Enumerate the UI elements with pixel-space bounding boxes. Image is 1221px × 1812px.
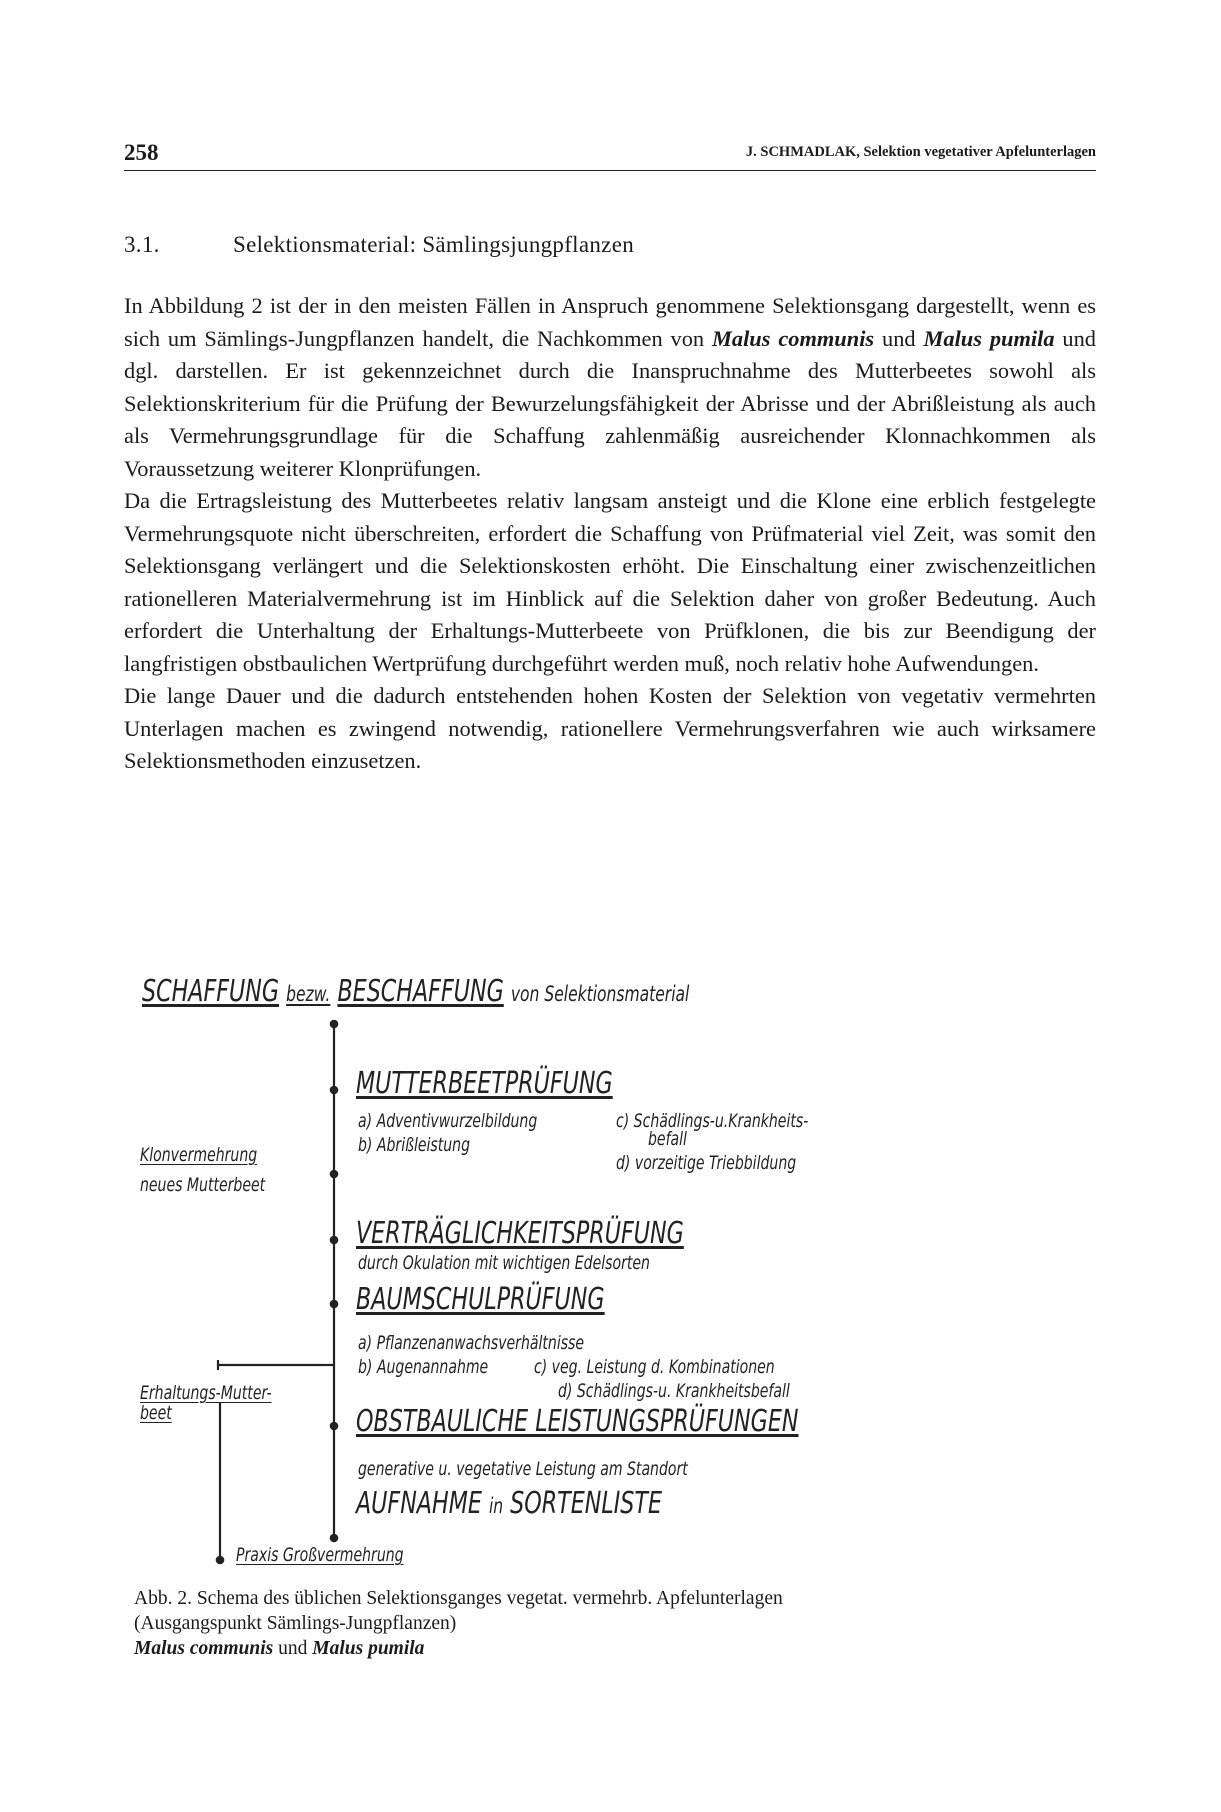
species-name: Malus pumila [923, 325, 1055, 351]
flow-node [331, 1021, 337, 1027]
caption-line-3 [134, 1636, 1094, 1661]
side-label-beet: beet [140, 1402, 172, 1424]
section-title: Selektionsmaterial: Sämlingsjungpflanzen [233, 232, 635, 257]
page-header [124, 140, 1096, 171]
step-mutterbeet-b: b) Abrißleistung [358, 1134, 471, 1156]
step-baumschul-c: c) veg. Leistung d. Kombinationen [534, 1356, 775, 1378]
caption-line-1: Abb. 2. Schema des üblichen Selektionsganges vegetat. vermehrb. Apfelunterlagen [134, 1588, 783, 1609]
praxis-label: Praxis Großvermehrung [236, 1544, 404, 1566]
step-vertraeglichkeit-desc: durch Okulation mit wichtigen Edelsorten [358, 1252, 650, 1274]
selection-scheme-diagram [120, 962, 1100, 1582]
paragraph-1-text-b: und [874, 325, 924, 351]
step-baumschul-d: d) Schädlings-u. Krankheitsbefall [558, 1380, 790, 1402]
paragraph-1 [124, 290, 1096, 485]
flow-node [331, 1535, 337, 1541]
species-name: Malus pumila [312, 1638, 425, 1659]
paragraph-2: Da die Ertragsleistung des Mutterbeetes relativ langsam ansteigt und die Klone eine erblich festgelegte Vermehrungsquote nicht überschreiten, erfordert die Schaffung von Prüfmaterial viel Zeit, was somit den Selektionsgang verlängert und die Selektionskosten erhöht. Die Einschaltung einer zwischenzeitlichen rationelleren Materialvermehrung ist im Hinblick auf die Selektion daher von großer Bedeutung. Auch erfordert die Unterhaltung der Erhaltungs-Mutterbeete von Prüfklonen, die bis zur Beendigung der langfristigen obstbaulichen Wertprüfung durchgeführt werden muß, noch relativ hohe Aufwendungen. [124, 488, 1096, 676]
step-baumschul-title: BAUMSCHULPRÜFUNG [356, 1282, 605, 1317]
flow-node [331, 1423, 337, 1429]
section-number: 3.1. [124, 232, 160, 257]
step-sortenliste [356, 1486, 662, 1521]
side-label-erhaltungs-mutter: Erhaltungs-Mutter- [140, 1382, 272, 1404]
running-head: J. SCHMADLAK, Selektion vegetativer Apfelunterlagen [745, 144, 1096, 160]
diagram-title-b: bezw. [286, 982, 331, 1006]
step-mutterbeet-c-cont: befall [648, 1128, 687, 1150]
paragraph-1-text-c: und dgl. darstellen. Er ist gekennzeichnet durch die Inanspruchnahme des Mutterbeetes sowohl als Selektionskriterium für die Prüfung der Bewurzelungsfähigkeit der Abrisse und der Abrißleistung als auch als Vermehrungsgrundlage für die Schaffung zahlenmäßig ausreichender Klonnachkommen als Voraussetzung weiterer Klonprüfungen. [124, 325, 1096, 481]
page-number: 258 [124, 140, 159, 165]
step-obstbau-title: OBSTBAULICHE LEISTUNGSPRÜFUNGEN [356, 1404, 799, 1439]
paragraph-1-text-a: In Abbildung 2 ist der in den meisten Fällen in Anspruch genommene Selektionsgang dargestellt, wenn es sich um Sämlings-Jungpflanzen handelt, die Nachkommen von [124, 293, 1096, 351]
diagram-title-a: SCHAFFUNG [142, 974, 280, 1009]
figure-caption [134, 1586, 1094, 1661]
step-mutterbeet-c: c) Schädlings-u.Krankheits- [616, 1110, 809, 1132]
step-mutterbeet-a: a) Adventivwurzelbildung [358, 1110, 538, 1132]
body-text [124, 290, 1096, 778]
flow-node [331, 1171, 337, 1177]
flow-node [331, 1087, 337, 1093]
section-heading [124, 232, 634, 258]
side-label-klonvermehrung: Klonvermehrung [140, 1144, 258, 1166]
flow-node [331, 1237, 337, 1243]
diagram-title-c: BESCHAFFUNG [337, 974, 504, 1009]
step-vertraeglichkeit-title: VERTRÄGLICHKEITSPRÜFUNG [356, 1216, 684, 1251]
diagram-title [142, 974, 689, 1009]
side-label-neues-mutterbeet: neues Mutterbeet [140, 1174, 266, 1196]
flow-node [331, 1301, 337, 1307]
diagram-title-d: von Selektionsmaterial [510, 982, 690, 1006]
step-baumschul-a: a) Pflanzenanwachsverhältnisse [358, 1332, 585, 1354]
caption-line-2: (Ausgangspunkt Sämlings-Jungpflanzen) [134, 1613, 457, 1634]
step-sortenliste-c: SORTENLISTE [510, 1486, 662, 1521]
species-name: Malus communis [711, 325, 875, 351]
step-mutterbeet-title: MUTTERBEETPRÜFUNG [356, 1066, 613, 1101]
step-baumschul-b: b) Augenannahme [358, 1356, 489, 1378]
caption-conj: und [273, 1638, 313, 1659]
step-obstbau-desc: generative u. vegetative Leistung am Standort [358, 1458, 688, 1480]
step-mutterbeet-d: d) vorzeitige Triebbildung [616, 1152, 797, 1174]
paragraph-3: Die lange Dauer und die dadurch entstehenden hohen Kosten der Selektion von vegetativ vermehrten Unterlagen machen es zwingend notwendig, rationellere Vermehrungsverfahren wie auch wirksamere Selektionsmethoden einzusetzen. [124, 683, 1096, 773]
step-sortenliste-b: in [488, 1494, 504, 1518]
flow-node [217, 1557, 223, 1563]
species-name: Malus communis [134, 1638, 274, 1659]
step-sortenliste-a: AUFNAHME [356, 1486, 482, 1521]
